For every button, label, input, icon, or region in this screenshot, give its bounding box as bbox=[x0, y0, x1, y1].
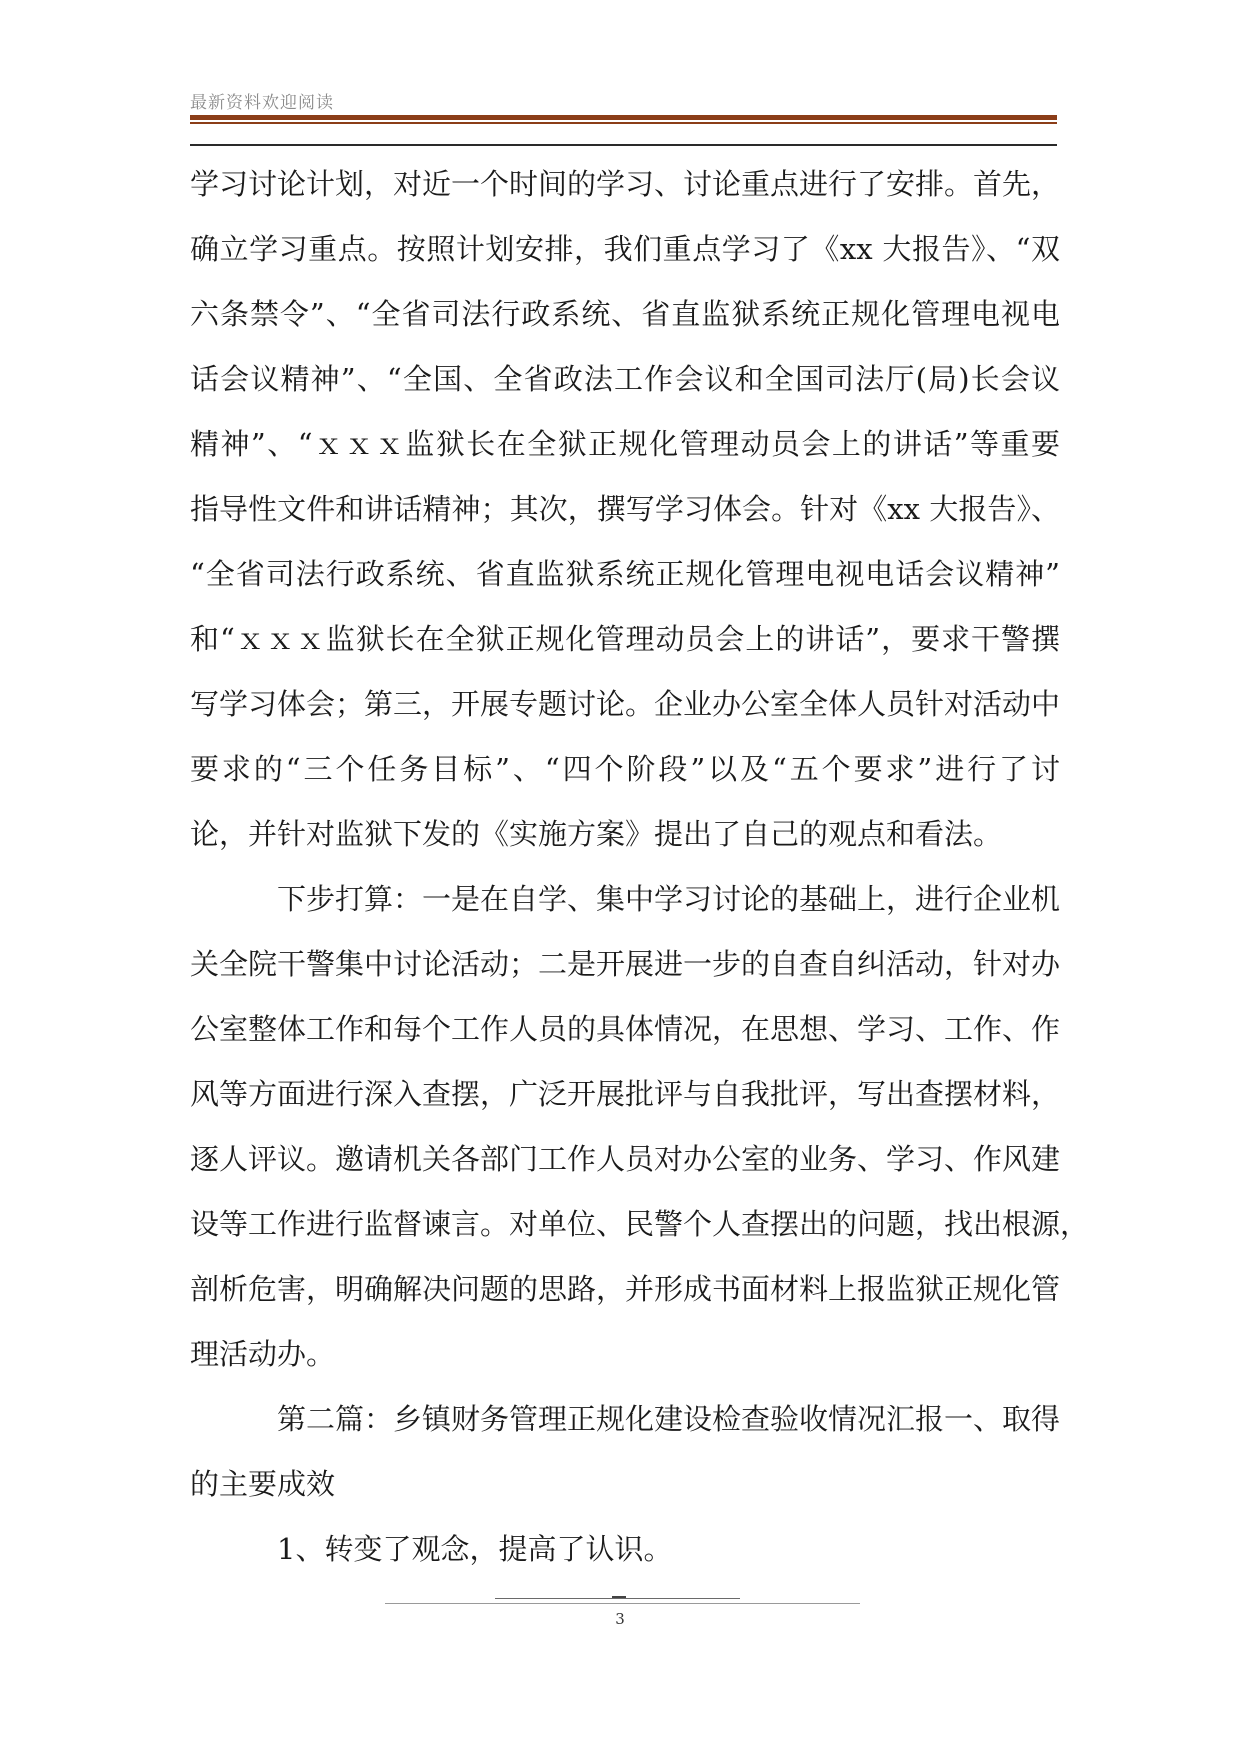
document-body bbox=[190, 152, 1090, 1582]
text-line: 理活动办。 bbox=[190, 1337, 336, 1371]
running-header: 最新资料欢迎阅读 bbox=[190, 93, 334, 113]
paragraph-1 bbox=[190, 152, 1060, 867]
footer-rule-upper bbox=[495, 1598, 740, 1599]
text-line: 下步打算：一是在自学、集中学习讨论的基础上，进行企业机 bbox=[277, 882, 1061, 916]
text-line: 风等方面进行深入查摆，广泛开展批评与自我批评，写出查摆材料， bbox=[190, 1077, 1061, 1111]
text-line: 1、转变了观念，提高了认识。 bbox=[277, 1532, 673, 1566]
text-line: 写学习体会；第三，开展专题讨论。企业办公室全体人员针对活动中 bbox=[190, 687, 1061, 721]
text-line: 确立学习重点。按照计划安排，我们重点学习了《xx 大报告》、“双 bbox=[190, 232, 1060, 266]
text-line: “全省司法行政系统、省直监狱系统正规化管理电视电话会议精神” bbox=[190, 557, 1060, 591]
text-line: 的主要成效 bbox=[190, 1467, 336, 1501]
text-line: 学习讨论计划，对近一个时间的学习、讨论重点进行了安排。首先， bbox=[190, 167, 1061, 201]
page-number: 3 bbox=[615, 1610, 625, 1628]
text-line: 和“ｘｘｘ监狱长在全狱正规化管理动员会上的讲话”，要求干警撰 bbox=[190, 622, 1060, 656]
text-line: 剖析危害，明确解决问题的思路，并形成书面材料上报监狱正规化管 bbox=[190, 1272, 1061, 1306]
footer-rule-lower bbox=[385, 1603, 860, 1604]
paragraph-3 bbox=[190, 1387, 1060, 1517]
text-line: 公室整体工作和每个工作人员的具体情况，在思想、学习、工作、作 bbox=[190, 1012, 1061, 1046]
text-line: 论，并针对监狱下发的《实施方案》提出了自己的观点和看法。 bbox=[190, 817, 1003, 851]
text-line: 关全院干警集中讨论活动；二是开展进一步的自查自纠活动，针对办 bbox=[190, 947, 1061, 981]
paragraph-4 bbox=[190, 1517, 1060, 1582]
text-line: 指导性文件和讲话精神；其次，撰写学习体会。针对《xx 大报告》、 bbox=[190, 492, 1060, 526]
paragraph-2 bbox=[190, 867, 1090, 1387]
text-line: 设等工作进行监督谏言。对单位、民警个人查摆出的问题，找出根源， bbox=[190, 1207, 1090, 1241]
text-line: 六条禁令”、“全省司法行政系统、省直监狱系统正规化管理电视电 bbox=[190, 297, 1060, 331]
header-rule-dark bbox=[190, 144, 1057, 146]
text-line: 精神”、“ｘｘｘ监狱长在全狱正规化管理动员会上的讲话”等重要 bbox=[190, 427, 1060, 461]
text-line: 话会议精神”、“全国、全省政法工作会议和全国司法厅(局)长会议 bbox=[190, 362, 1060, 396]
header-rule-thin bbox=[190, 122, 1057, 124]
text-line: 第二篇：乡镇财务管理正规化建设检查验收情况汇报一、取得 bbox=[277, 1402, 1061, 1436]
text-line: 逐人评议。邀请机关各部门工作人员对办公室的业务、学习、作风建 bbox=[190, 1142, 1061, 1176]
header-rule-thick bbox=[190, 115, 1057, 120]
text-line: 要求的“三个任务目标”、“四个阶段”以及“五个要求”进行了讨 bbox=[190, 752, 1060, 786]
